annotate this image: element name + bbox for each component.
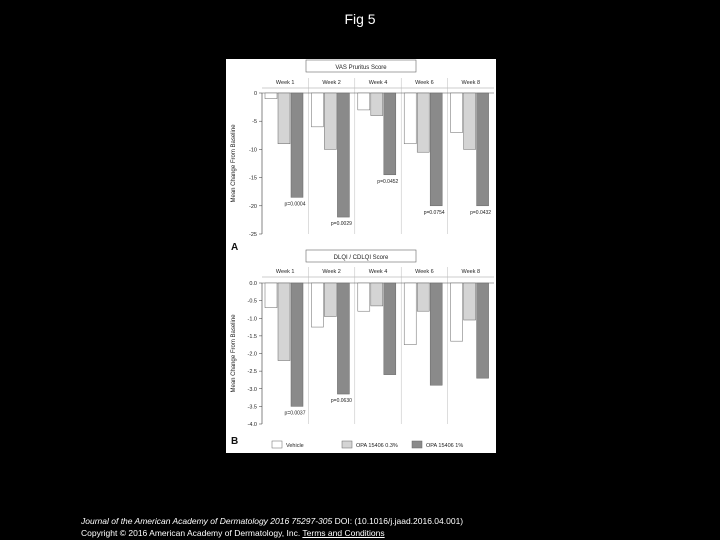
p-value-annotation: p=0.0452: [377, 178, 399, 185]
bar: [404, 283, 416, 345]
bar: [291, 93, 303, 197]
y-tick-label: -25: [249, 232, 257, 238]
bar: [384, 93, 396, 175]
bar: [417, 93, 429, 152]
bar: [430, 283, 442, 385]
bar: [324, 93, 336, 149]
y-axis-label: Mean Change From Baseline: [231, 314, 237, 393]
bar: [337, 283, 349, 394]
copyright-text: Copyright © 2016 American Academy of Dermatology, Inc.: [81, 528, 301, 538]
bar: [311, 93, 323, 127]
category-label: Week 1: [275, 80, 295, 86]
y-tick-label: -2.5: [247, 369, 257, 376]
bar: [371, 93, 383, 116]
p-value-annotation: p=0.0004: [284, 201, 306, 208]
y-tick-label: -1.0: [247, 316, 257, 323]
legend-label: OPA 15406 0.3%: [356, 443, 398, 449]
bar: [291, 283, 303, 406]
bar: [477, 283, 489, 378]
bar: [417, 283, 429, 311]
bar: [278, 283, 290, 361]
figure-panel: [226, 59, 496, 453]
category-label: Week 6: [415, 80, 434, 86]
chart-title: DLQI / CDLQI Score: [333, 255, 389, 261]
panel-label: A: [231, 242, 239, 253]
legend-swatch: [342, 441, 352, 448]
legend-label: OPA 15406 1%: [426, 443, 464, 449]
bar: [265, 93, 277, 99]
y-tick-label: -3.0: [247, 386, 257, 393]
category-label: Week 6: [415, 269, 434, 275]
copyright-line: [81, 528, 385, 538]
category-label: Week 4: [368, 269, 388, 275]
bar: [477, 93, 489, 206]
doi-text: DOI: (10.1016/j.jaad.2016.04.001): [334, 516, 464, 526]
bar-charts: [226, 59, 496, 453]
category-label: Week 4: [368, 80, 388, 86]
y-tick-label: -15: [249, 175, 257, 182]
y-axis-label: Mean Change From Baseline: [231, 124, 237, 203]
bar: [371, 283, 383, 306]
y-tick-label: -1.5: [247, 333, 257, 340]
y-tick-label: -2.0: [247, 351, 257, 358]
category-label: Week 2: [322, 80, 341, 86]
bar: [464, 283, 476, 320]
bar: [464, 93, 476, 149]
panel-label: B: [231, 436, 239, 447]
y-tick-label: 0: [253, 91, 257, 97]
category-label: Week 2: [322, 269, 341, 275]
category-label: Week 1: [275, 269, 295, 275]
bar: [451, 283, 463, 341]
category-label: Week 8: [461, 80, 481, 86]
bar: [278, 93, 290, 144]
p-value-annotation: p=0.0037: [284, 410, 306, 417]
p-value-annotation: p=0.0754: [423, 209, 445, 216]
bar: [311, 283, 323, 327]
bar: [358, 93, 370, 110]
citation-line: [81, 516, 463, 526]
bar: [265, 283, 277, 308]
bar: [337, 93, 349, 217]
bar: [430, 93, 442, 206]
legend-swatch: [272, 441, 282, 448]
terms-link[interactable]: Terms and Conditions: [302, 528, 385, 538]
bar: [451, 93, 463, 132]
y-tick-label: -0.5: [247, 298, 257, 305]
y-tick-label: -10: [249, 147, 257, 154]
bar: [384, 283, 396, 375]
legend-swatch: [412, 441, 422, 448]
y-tick-label: -5: [252, 119, 257, 126]
p-value-annotation: p=0.0630: [330, 398, 352, 405]
y-tick-label: 0.0: [249, 281, 257, 287]
bar: [358, 283, 370, 311]
y-tick-label: -3.5: [247, 404, 257, 411]
p-value-annotation: p=0.0432: [470, 209, 492, 216]
bar: [404, 93, 416, 144]
y-tick-label: -4.0: [247, 422, 257, 428]
category-label: Week 8: [461, 269, 481, 275]
chart-title: VAS Pruritus Score: [335, 65, 387, 71]
p-value-annotation: p=0.0029: [330, 221, 352, 228]
figure-title: Fig 5: [344, 11, 376, 27]
bar: [324, 283, 336, 316]
journal-citation: Journal of the American Academy of Dermatology 2016 75297-305: [81, 516, 333, 526]
y-tick-label: -20: [249, 203, 257, 210]
legend-label: Vehicle: [286, 443, 304, 449]
